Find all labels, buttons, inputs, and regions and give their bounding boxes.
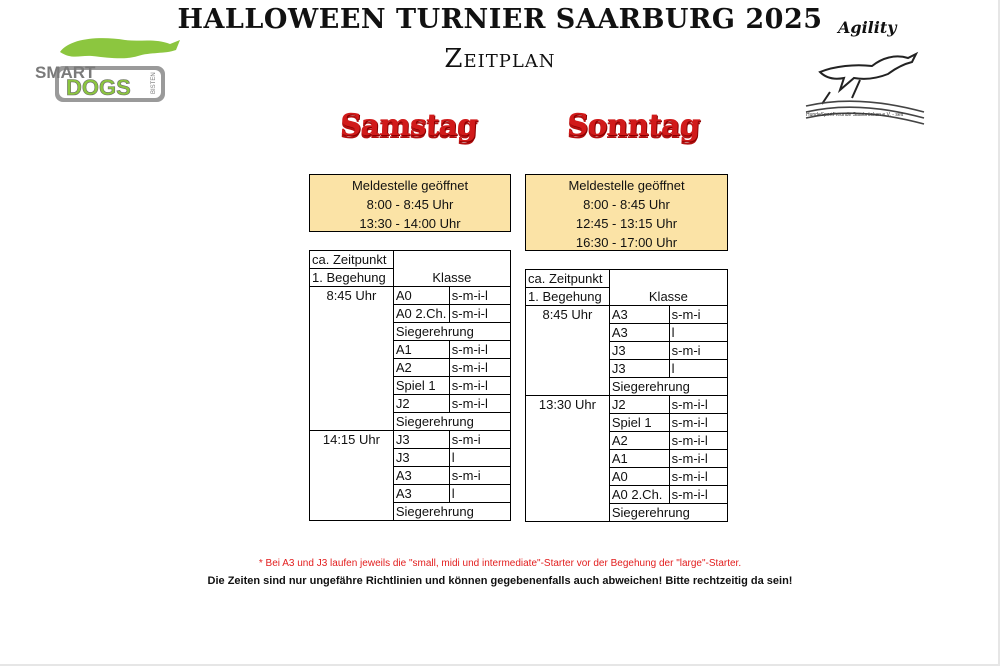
table-row: [526, 306, 728, 324]
logo-text-side: BISTEN: [151, 72, 157, 94]
klasse-cell: A3: [609, 324, 669, 342]
table-header-row: [526, 270, 728, 288]
klasse-cell: A0: [609, 468, 669, 486]
header-time-2: 1. Begehung: [526, 288, 610, 306]
sunday-label: Sonntag: [566, 108, 701, 143]
meldestelle-title: Meldestelle geöffnet: [568, 178, 685, 193]
page-title: HALLOWEEN TURNIER SAARBURG 2025: [177, 4, 823, 35]
logo-text-dogs: DOGS: [66, 75, 131, 100]
meldestelle-time: 16:30 - 17:00 Uhr: [575, 235, 678, 250]
klasse-cell: A2: [393, 359, 449, 377]
table-row: [310, 431, 511, 449]
size-cell: l: [669, 324, 727, 342]
saturday-label: Samstag: [339, 108, 478, 143]
saturday-meldestelle-box: [309, 174, 511, 232]
header-klasse: Klasse: [609, 270, 727, 306]
klasse-cell: Spiel 1: [609, 414, 669, 432]
klasse-cell: Spiel 1: [393, 377, 449, 395]
size-cell: s-m-i-l: [669, 396, 727, 414]
size-cell: s-m-i: [449, 431, 510, 449]
sunday-meldestelle-box: [525, 174, 728, 251]
meldestelle-time: 12:45 - 13:15 Uhr: [575, 216, 678, 231]
smart-dogs-logo: [30, 30, 185, 110]
klasse-cell: J3: [393, 431, 449, 449]
size-cell: s-m-i-l: [449, 359, 510, 377]
size-cell: l: [449, 485, 510, 503]
klasse-cell: A1: [393, 341, 449, 359]
dog-silhouette-icon: [60, 38, 180, 58]
size-cell: s-m-i-l: [669, 414, 727, 432]
block-time: 8:45 Uhr: [310, 287, 394, 431]
size-cell: s-m-i: [449, 467, 510, 485]
table-row: [310, 287, 511, 305]
klasse-cell: A3: [393, 467, 449, 485]
siegerehrung-cell: Siegerehrung: [393, 413, 510, 431]
meldestelle-time: 8:00 - 8:45 Uhr: [366, 197, 454, 212]
block-time: 14:15 Uhr: [310, 431, 394, 521]
size-cell: s-m-i-l: [449, 287, 510, 305]
table-header-row: [310, 251, 511, 269]
size-cell: s-m-i-l: [669, 432, 727, 450]
meldestelle-title: Meldestelle geöffnet: [351, 178, 469, 193]
club-caption: HundeSportFreunde Saarbrücken e.V. - seit: [806, 112, 904, 118]
klasse-cell: A3: [393, 485, 449, 503]
block-time: 8:45 Uhr: [526, 306, 610, 396]
size-cell: s-m-i-l: [449, 377, 510, 395]
siegerehrung-cell: Siegerehrung: [393, 323, 510, 341]
size-cell: s-m-i-l: [669, 486, 727, 504]
size-cell: s-m-i: [669, 306, 727, 324]
klasse-cell: J3: [609, 360, 669, 378]
meldestelle-time: 13:30 - 14:00 Uhr: [359, 216, 461, 231]
disclaimer: Die Zeiten sind nur ungefähre Richtlinien und können gegebenenfalls auch abweichen! Bitte rechtzeitig da sein!: [207, 575, 793, 587]
page-subtitle: Zeitplan: [444, 44, 556, 74]
header-time-1: ca. Zeitpunkt: [526, 270, 610, 288]
siegerehrung-cell: Siegerehrung: [393, 503, 510, 521]
klasse-cell: A2: [609, 432, 669, 450]
siegerehrung-cell: Siegerehrung: [609, 504, 727, 522]
size-cell: s-m-i-l: [669, 450, 727, 468]
klasse-cell: J3: [393, 449, 449, 467]
jumping-dog-icon: [820, 54, 916, 90]
saturday-schedule-table: [309, 250, 511, 521]
klasse-cell: A1: [609, 450, 669, 468]
size-cell: l: [669, 360, 727, 378]
siegerehrung-cell: Siegerehrung: [609, 378, 727, 396]
agility-logo-title: Agility: [838, 18, 897, 37]
klasse-cell: A0 2.Ch.: [393, 305, 449, 323]
size-cell: s-m-i-l: [449, 395, 510, 413]
footnote: * Bei A3 und J3 laufen jeweils die "small, midi und intermediate"-Starter vor der Begehung der "large"-Starter.: [258, 558, 742, 569]
size-cell: s-m-i-l: [449, 305, 510, 323]
logo-text-smart: SMART: [35, 63, 96, 82]
block-time: 13:30 Uhr: [526, 396, 610, 522]
size-cell: s-m-i-l: [449, 341, 510, 359]
header-time-2: 1. Begehung: [310, 269, 394, 287]
table-row: [526, 396, 728, 414]
size-cell: s-m-i: [669, 342, 727, 360]
klasse-cell: A3: [609, 306, 669, 324]
klasse-cell: A0: [393, 287, 449, 305]
sunday-schedule-table: [525, 269, 728, 522]
klasse-cell: J2: [609, 396, 669, 414]
klasse-cell: A0 2.Ch.: [609, 486, 669, 504]
size-cell: s-m-i-l: [669, 468, 727, 486]
header-time-1: ca. Zeitpunkt: [310, 251, 394, 269]
header-klasse: Klasse: [393, 251, 510, 287]
klasse-cell: J2: [393, 395, 449, 413]
klasse-cell: J3: [609, 342, 669, 360]
size-cell: l: [449, 449, 510, 467]
meldestelle-time: 8:00 - 8:45 Uhr: [583, 197, 670, 212]
